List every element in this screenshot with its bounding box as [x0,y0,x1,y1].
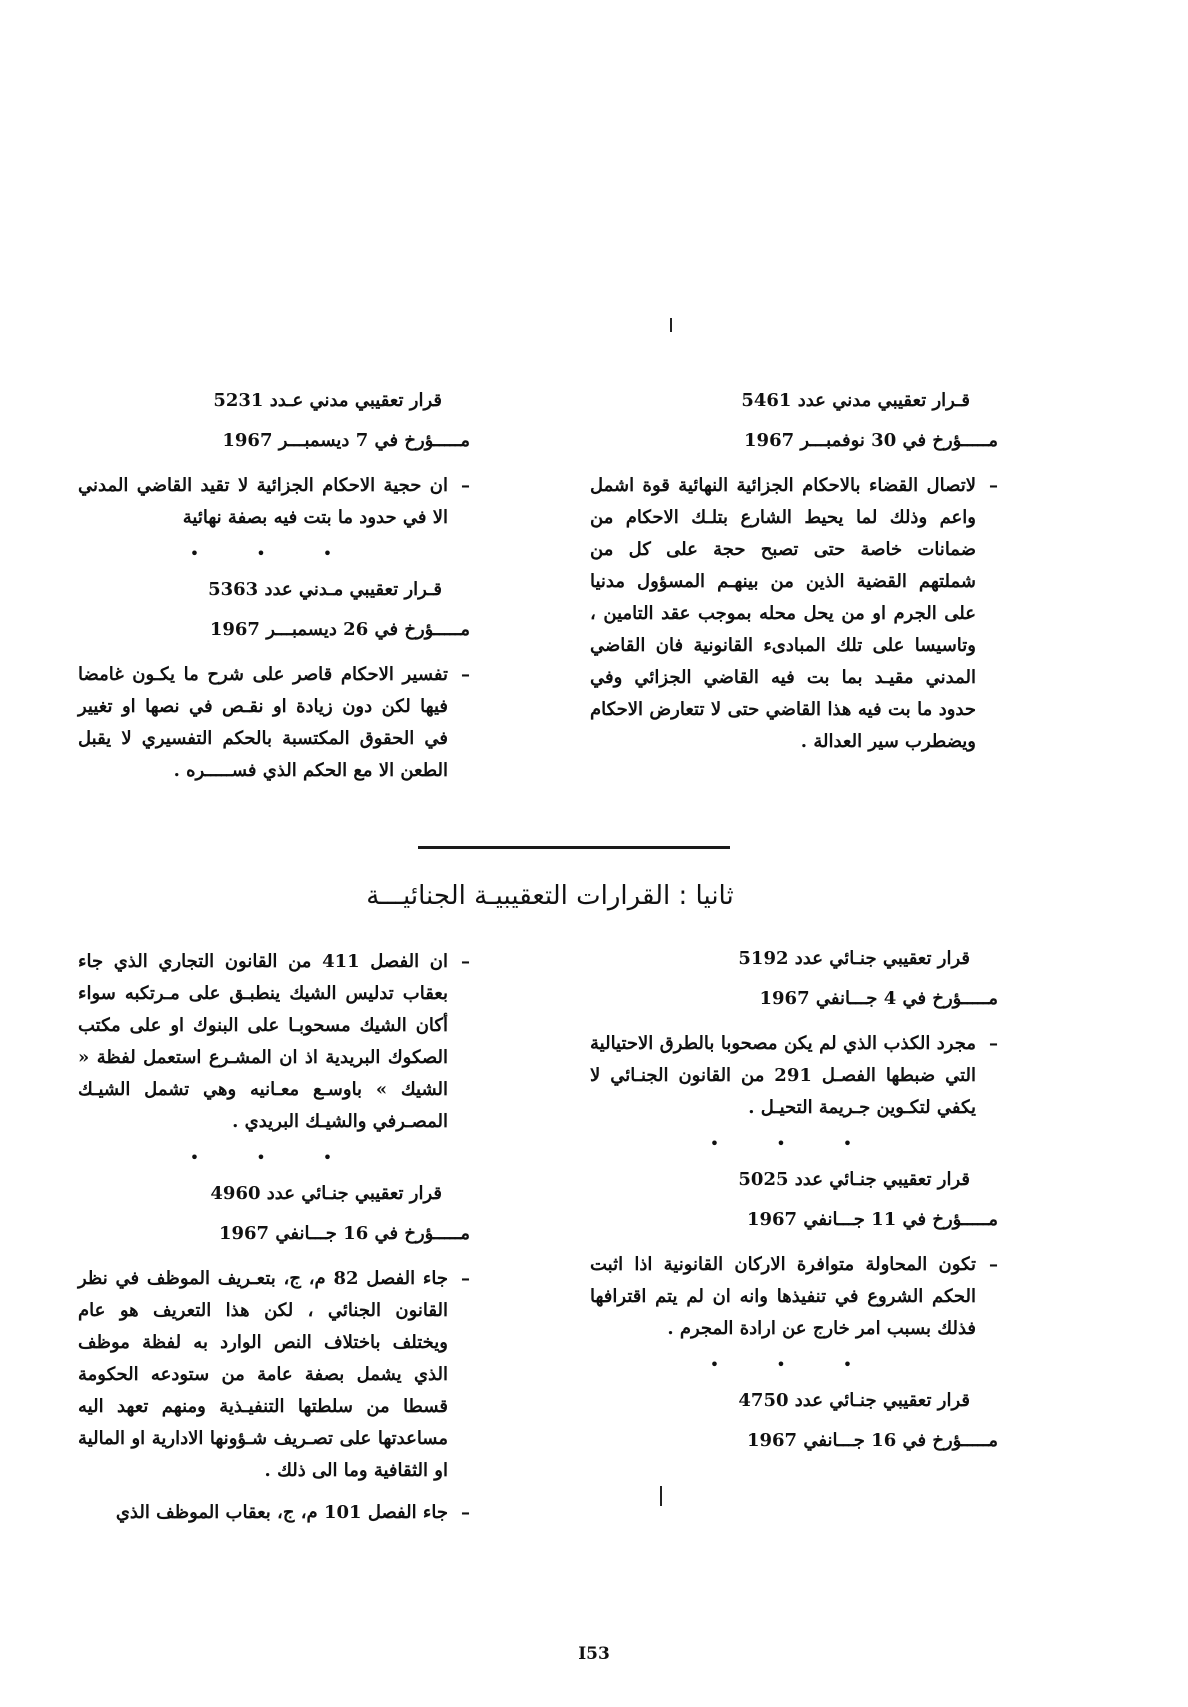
decision-heading: قرار تعقيبي جنـائي عدد 5025 [738,1169,970,1190]
decision-date: مـــــؤرخ في 26 ديسمبـــر 1967 [209,619,470,640]
margin-tick-mark [660,1486,662,1506]
column-left-top [78,388,470,797]
decision-heading: قرار تعقيبي مدني عـدد 5231 [213,390,442,411]
decision-summary: – جاء الفصل 101 م، ج، بعقاب الموظف الذي [78,1497,470,1529]
section-separator-dots: • • • [709,1355,879,1374]
decision-date: مـــــؤرخ في 4 جـــانفي 1967 [759,988,998,1009]
decision-heading: قـرار تعقيبي مدني عدد 5461 [741,390,970,411]
decision-summary: – تكون المحاولة متوافرة الاركان القانونية اذا اثبت الحكم الشروع في تنفيذها وانه ان لم يتم اقترافها فذلك بسبب امر خارج عن ارادة المجرم . [590,1249,998,1345]
section-separator-dots: • • • [709,1134,879,1153]
decision-summary: – مجرد الكذب الذي لم يكن مصحوبا بالطرق الاحتيالية التي ضبطها الفصـل 291 من القانون الجنـائي لا يكفي لتكـوين جـريمة التحيـل . [590,1028,998,1124]
decision-summary: – تفسير الاحكام قاصر على شرح ما يكـون غامضا فيها لكن دون زيادة او نقـص في نصها او تغيير في الحقوق المكتسبة بالحكم التفسيري لا يقبل الطعن الا مع الحكم الذي فســـــره . [78,659,470,787]
column-right-top [590,388,998,768]
decision-summary: – ان حجية الاحكام الجزائية لا تقيد القاضي المدني الا في حدود ما بتت فيه بصفة نهائية [78,470,470,534]
decision-summary: – لاتصال القضاء بالاحكام الجزائية النهائية قوة اشمل واعم وذلك لما يحيط الشارع بتلـك الاحكام من ضمانات خاصة حتى تصبح حجة على كل من شملتهم القضية الذين من بينهـم المسؤول مدنيا على الجرم او من يحل محله بموجب عقد التامين ، وتاسيسا على تلك المبادىء القانونية فان القاضي المدني مقيـد بما بت فيه القاضي الجزائي وفي حدود ما بت فيه هذا القاضي حتى لا تتعارض الاحكام ويضطرب سير العدالة . [590,470,998,758]
section-separator-dots: • • • [189,544,359,563]
section-separator-dots: • • • [189,1148,359,1167]
decision-heading: قـرار تعقيبي مـدني عدد 5363 [208,579,442,600]
decision-date: مـــــؤرخ في 11 جـــانفي 1967 [746,1209,998,1230]
decision-date: مـــــؤرخ في 16 جـــانفي 1967 [746,1430,998,1451]
decision-date: مـــــؤرخ في 7 ديسمبـــر 1967 [222,430,470,451]
decision-heading: قرار تعقيبي جنـائي عدد 4750 [738,1390,970,1411]
decision-summary: – ان الفصل 411 من القانون التجاري الذي جاء بعقاب تدليس الشيك ينطبـق على مـرتكبه سواء أكان الشيك مسحوبـا على البنوك او على مكتب الصكوك البريدية اذ ان المشـرع استعمل لفظة « الشيك » باوسـع معـانيه وهي تشمل الشيـك المصـرفي والشيـك البريدي . [78,946,470,1138]
horizontal-divider [418,846,730,849]
margin-tick-mark [670,318,672,332]
page-number: I53 [578,1644,610,1664]
column-left-bottom [78,946,470,1539]
column-right-bottom [590,946,998,1470]
decision-date: مـــــؤرخ في 30 نوفمبـــر 1967 [744,430,998,451]
decision-date: مـــــؤرخ في 16 جـــانفي 1967 [218,1223,470,1244]
decision-heading: قرار تعقيبي جنـائي عدد 5192 [738,948,970,969]
decision-summary: – جاء الفصل 82 م، ج، بتعـريف الموظف في نظر القانون الجنائي ، لكن هذا التعريف هو عام ويختلف باختلاف النص الوارد به لفظة موظف الذي يشمل بصفة عامة من ستودعه الحكومة قسطا من سلطتها التنفيـذية ومنهم تعهد اليه مساعدتها على تصـريف شـؤونها الادارية او المالية او الثقافية وما الى ذلك . [78,1263,470,1487]
section-title: ثانيا : القرارات التعقيبيـة الجنائيـــة [366,881,734,911]
decision-heading: قرار تعقيبي جنـائي عدد 4960 [210,1183,442,1204]
